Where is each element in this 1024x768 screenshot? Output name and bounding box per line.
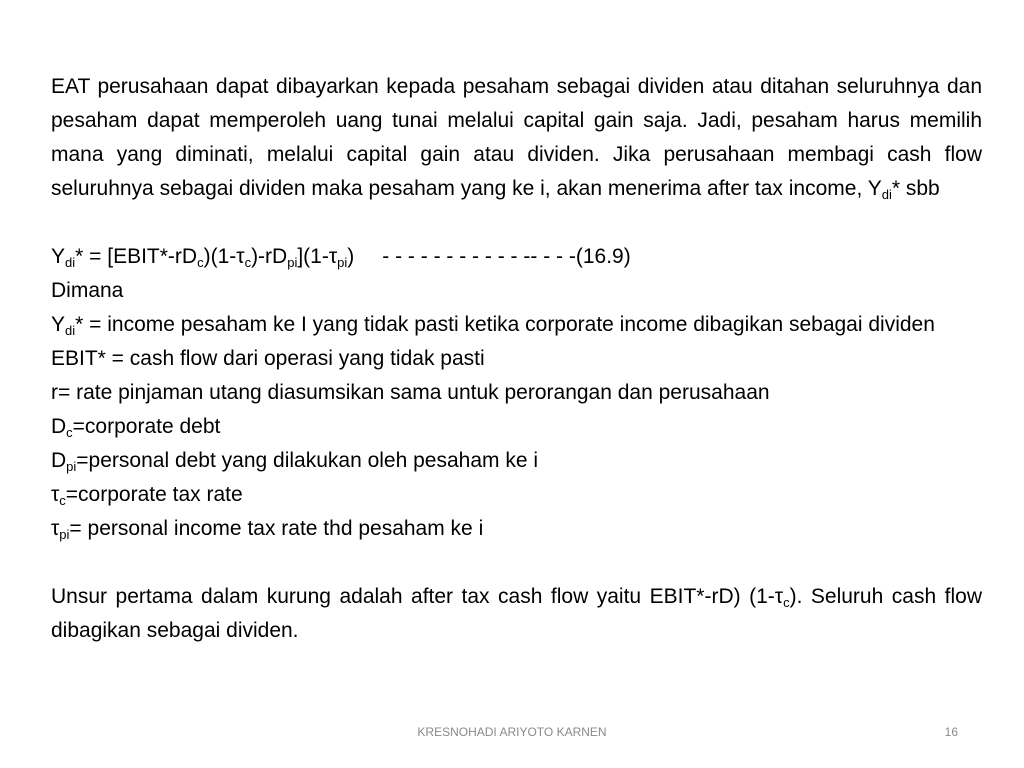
definition-symbol: τ <box>51 483 60 506</box>
conclusion-tail: ). Seluruh cash flow dibagikan sebagai dividen. <box>51 585 982 642</box>
equation-tau-c-sub: c <box>244 255 252 270</box>
equation-number: - - - - - - - - - - - -- - - -(16.9) <box>382 245 631 268</box>
equation-part-2: )(1-τ <box>203 245 245 268</box>
dimana-heading: Dimana <box>51 279 124 302</box>
equation-y-sub: di <box>65 255 76 270</box>
definition-text: * = income pesaham ke I yang tidak pasti ketika corporate income dibagikan sebagai dividen <box>75 313 935 336</box>
footer-author: KRESNOHADI ARIYOTO KARNEN <box>417 725 607 739</box>
equation-part-1: * = [EBIT*-rD <box>75 245 198 268</box>
intro-text: EAT perusahaan dapat dibayarkan kepada pesaham sebagai dividen atau ditahan seluruhnya dan pesaham dapat memperoleh uang tunai melalui capital gain saja. Jadi, pesaham harus memilih mana yang diminati, melalui capital gain atau dividen. Jika perusahaan membagi cash flow seluruhnya sebagai dividen maka pesaham yang ke i, akan menerima after tax income, Y <box>51 75 982 200</box>
definition-text: =personal debt yang dilakukan oleh pesaham ke i <box>76 449 539 472</box>
intro-subscript: di <box>881 187 892 202</box>
definition-symbol: D <box>51 415 67 438</box>
definition-dc <box>51 410 982 444</box>
definition-subscript: c <box>59 493 66 508</box>
definition-symbol: Y <box>51 313 66 336</box>
definition-ebit: EBIT* = cash flow dari operasi yang tidak pasti <box>51 347 485 370</box>
conclusion-paragraph <box>51 580 982 648</box>
equation-part-4: ](1-τ <box>297 245 338 268</box>
definition-text: =corporate debt <box>72 415 221 438</box>
conclusion-subscript: c <box>783 595 790 610</box>
equation-dc-sub: c <box>197 255 204 270</box>
spacer <box>51 546 982 580</box>
definition-subscript: c <box>66 425 73 440</box>
intro-tail: * sbb <box>891 177 940 200</box>
definition-subscript: di <box>65 323 76 338</box>
equation-tau-pi-sub: pi <box>337 255 348 270</box>
slide-body <box>51 70 982 648</box>
equation-line <box>51 240 982 274</box>
definition-symbol: τ <box>51 517 60 540</box>
equation-part-5: ) <box>347 245 355 268</box>
definition-text: =corporate tax rate <box>65 483 243 506</box>
definition-ydi <box>51 308 982 342</box>
definition-symbol: D <box>51 449 67 472</box>
equation-dpi-sub: pi <box>287 255 298 270</box>
equation-y: Y <box>51 245 66 268</box>
conclusion-text: Unsur pertama dalam kurung adalah after tax cash flow yaitu EBIT*-rD) (1-τ <box>51 585 784 608</box>
footer-page-number: 16 <box>944 725 958 739</box>
definition-subscript: pi <box>66 459 77 474</box>
intro-paragraph <box>51 70 982 206</box>
spacer <box>51 206 982 240</box>
equation-part-3: )-rD <box>251 245 288 268</box>
definition-subscript: pi <box>59 527 70 542</box>
definition-dpi <box>51 444 982 478</box>
definition-text: = personal income tax rate thd pesaham ke i <box>69 517 484 540</box>
definition-tau-c <box>51 478 982 512</box>
definition-r: r= rate pinjaman utang diasumsikan sama untuk perorangan dan perusahaan <box>51 381 770 404</box>
definition-tau-pi <box>51 512 982 546</box>
